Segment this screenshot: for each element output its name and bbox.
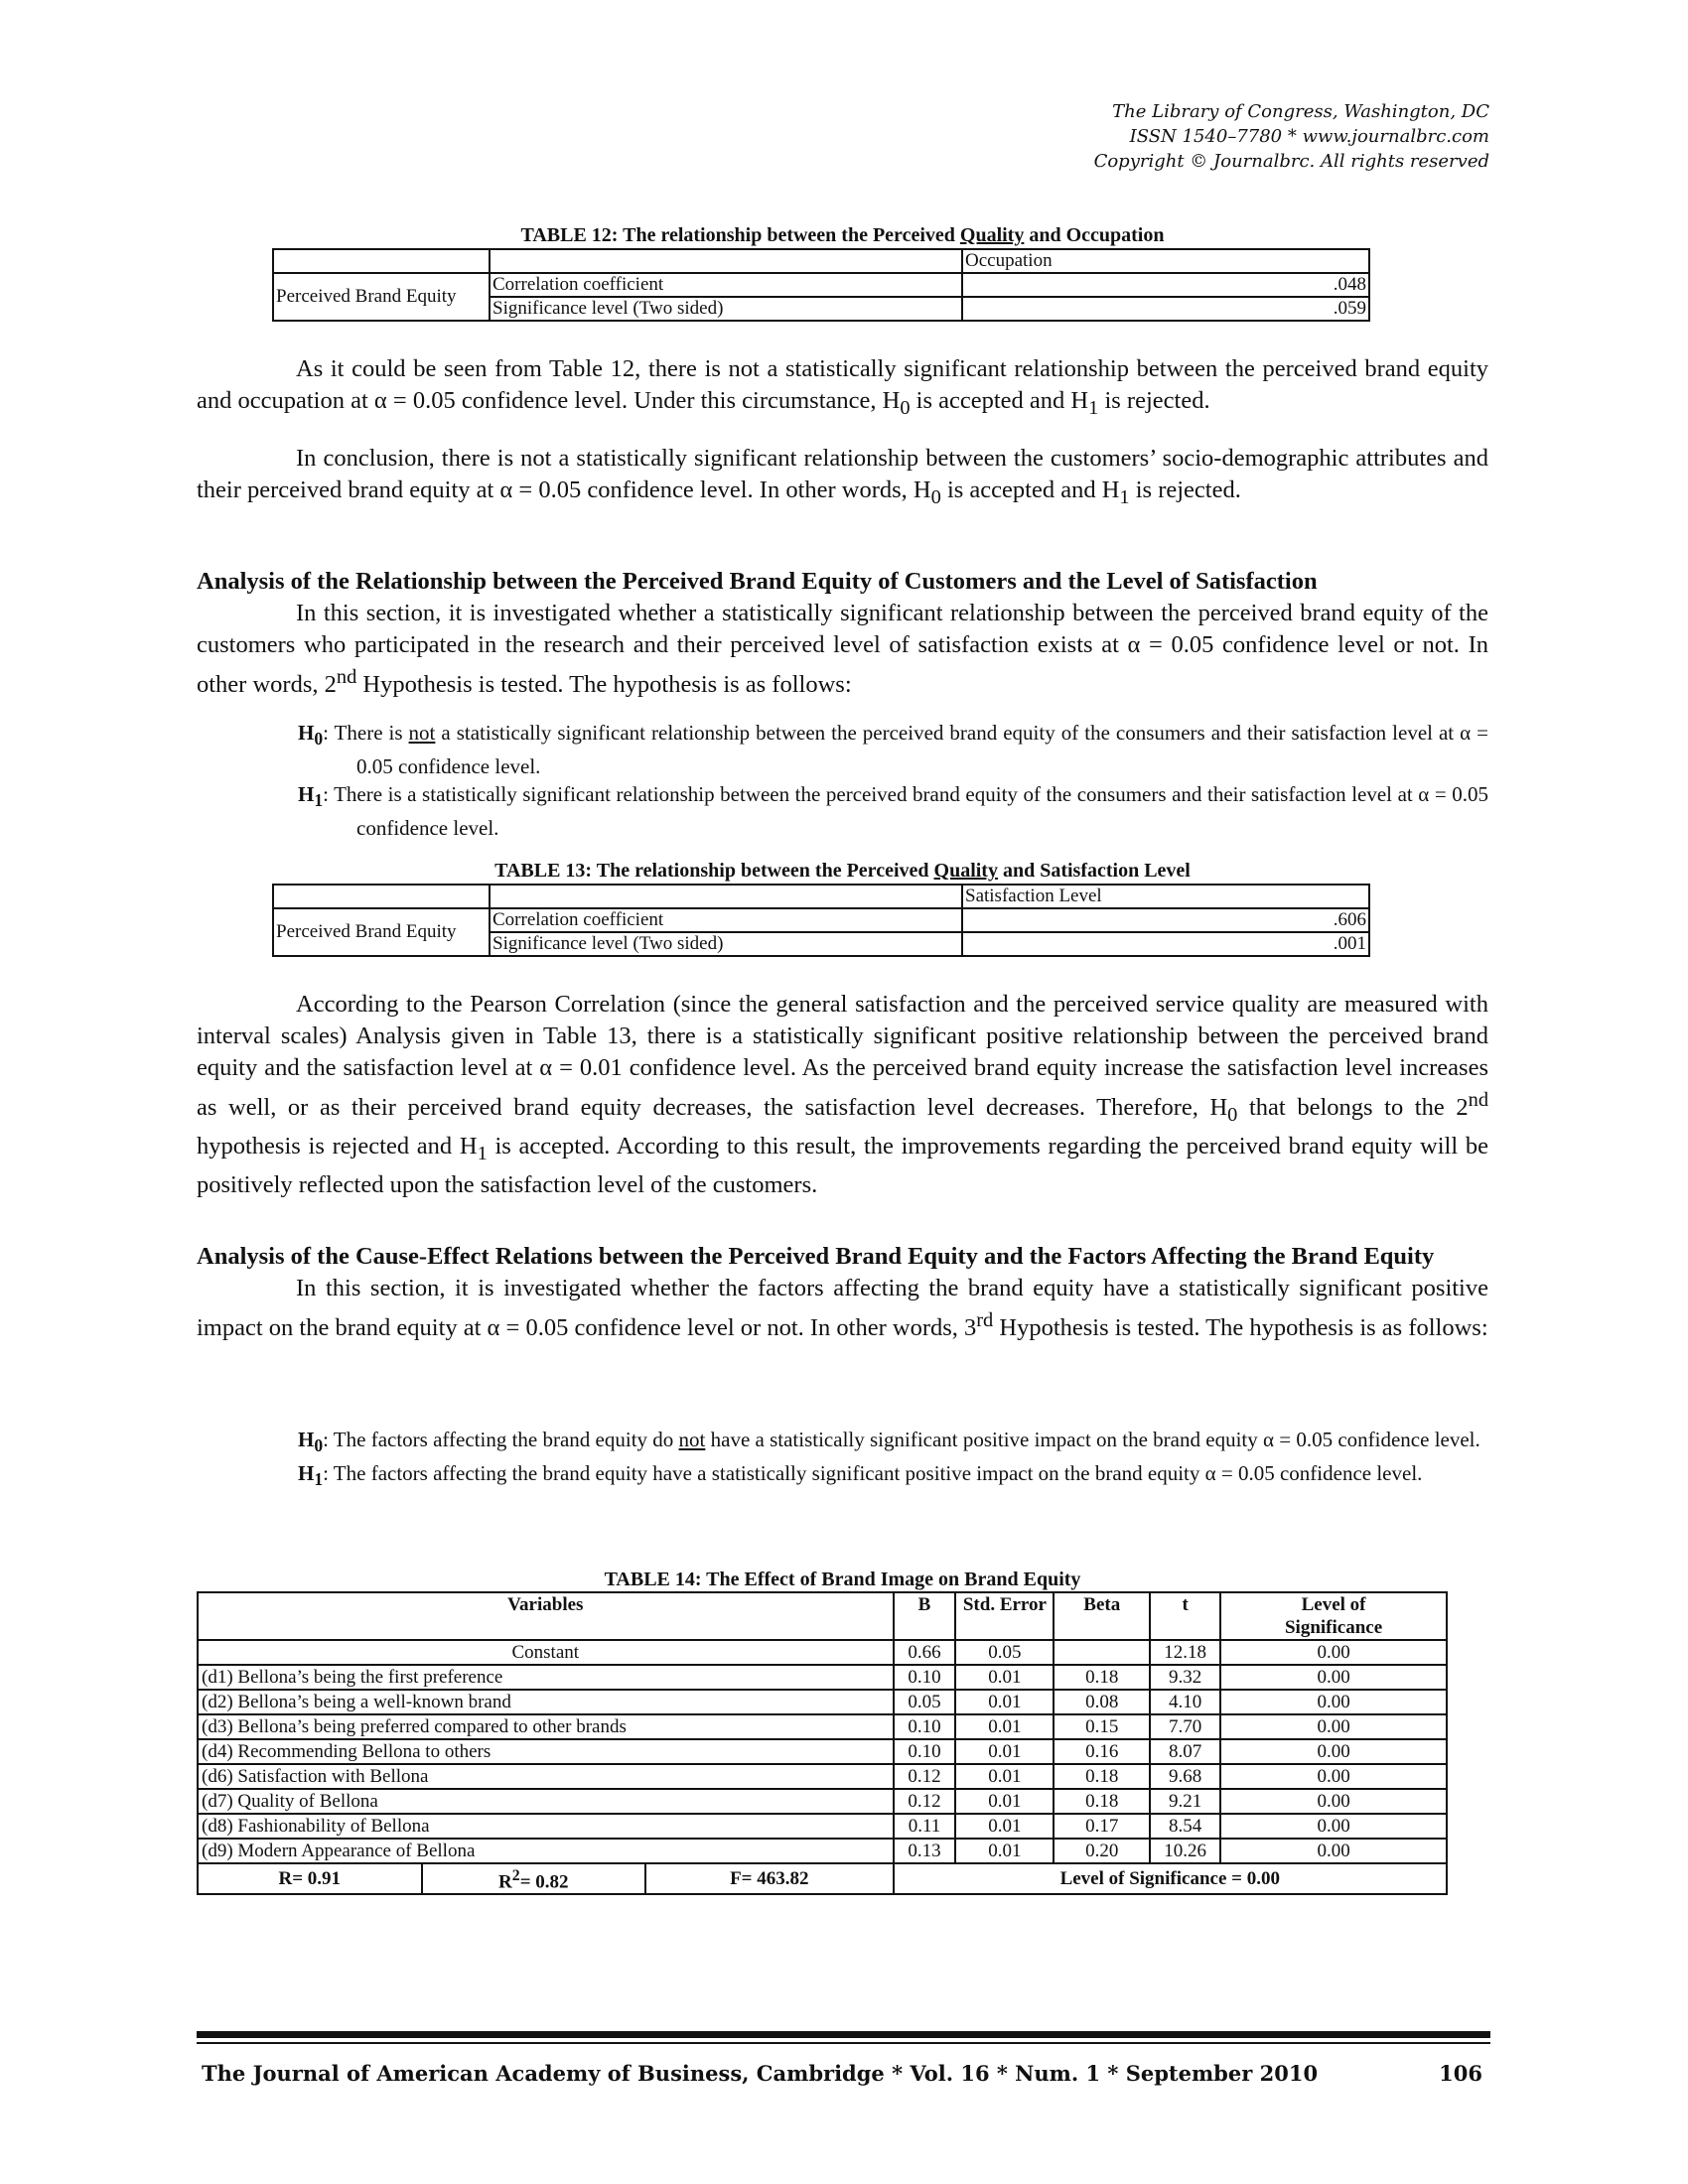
column-header: Level of Significance <box>1220 1592 1447 1640</box>
table13-cell-value: .001 <box>962 932 1369 956</box>
table-row <box>198 1789 1447 1814</box>
column-header: B <box>894 1592 956 1640</box>
table-cell: 0.01 <box>955 1739 1054 1764</box>
header-line-3: Copyright © Journalbrc. All rights reserved <box>1093 151 1489 172</box>
table12-cell-value: .059 <box>962 297 1369 321</box>
table13-cell-value: .606 <box>962 908 1369 932</box>
table-cell: 0.20 <box>1054 1839 1150 1863</box>
table-cell: 7.70 <box>1150 1714 1220 1739</box>
r-value: R= 0.91 <box>198 1863 422 1894</box>
table-cell: 0.66 <box>894 1640 956 1665</box>
r-squared-value: $R^2= 0.82$ <box>422 1863 646 1894</box>
table-cell: (d1) Bellona’s being the first preference <box>198 1665 894 1690</box>
page-footer <box>202 2061 1482 2086</box>
footer-rule-thick <box>197 2031 1490 2038</box>
table-cell: 0.16 <box>1054 1739 1150 1764</box>
hypothesis-h0: $H_0$: The factors affecting the brand equity do not have a statistically significant positive impact on the brand equity α = 0.05 confidence level. <box>298 1428 1480 1456</box>
table-cell: 0.12 <box>894 1789 956 1814</box>
table-cell: 0.18 <box>1054 1764 1150 1789</box>
table-cell: 0.00 <box>1220 1665 1447 1690</box>
table-cell: (d8) Fashionability of Bellona <box>198 1814 894 1839</box>
table-cell: 0.01 <box>955 1690 1054 1714</box>
table-cell: (d7) Quality of Bellona <box>198 1789 894 1814</box>
f-value: F= 463.82 <box>645 1863 894 1894</box>
table-cell: 10.26 <box>1150 1839 1220 1863</box>
table-row <box>198 1714 1447 1739</box>
paragraph-1: As it could be seen from Table 12, there is not a statistically significant relationship between the perceived brand equity and occupation at α = 0.05 confidence level. Under this circumstance, $H_0$ is accepted and $H_1$ is rejected. <box>197 355 1488 419</box>
hypotheses-3 <box>298 1426 1488 1493</box>
table13-caption: TABLE 13: The relationship between the Perceived Quality and Satisfaction Level <box>494 860 1191 882</box>
table12-caption: TABLE 12: The relationship between the Perceived Quality and Occupation <box>520 224 1165 246</box>
table-row <box>198 1764 1447 1789</box>
table-cell: 0.05 <box>955 1640 1054 1665</box>
table-cell: 0.18 <box>1054 1789 1150 1814</box>
table-cell: 0.01 <box>955 1665 1054 1690</box>
paragraph-2: In conclusion, there is not a statistically significant relationship between the customers’ socio-demographic attributes and their perceived brand equity at α = 0.05 confidence level. In other words, $H_0$ is accepted and $H_1$ is rejected. <box>197 445 1488 508</box>
header-line-2: ISSN 1540–7780 * www.journalbrc.com <box>1129 126 1489 147</box>
column-header: Std. Error <box>955 1592 1054 1640</box>
table-cell: 0.00 <box>1220 1789 1447 1814</box>
table-cell: 0.00 <box>1220 1839 1447 1863</box>
column-header: Beta <box>1054 1592 1150 1640</box>
column-header: t <box>1150 1592 1220 1640</box>
table-cell: 8.54 <box>1150 1814 1220 1839</box>
table-cell: 9.21 <box>1150 1789 1220 1814</box>
column-header: Variables <box>198 1592 894 1640</box>
table-cell: 0.15 <box>1054 1714 1150 1739</box>
overall-significance: Level of Significance = 0.00 <box>894 1863 1447 1894</box>
paragraph-3: According to the Pearson Correlation (since the general satisfaction and the perceived service quality are measured with interval scales) Analysis given in Table 13, there is a statistically significant positive relationship between the perceived brand equity and the satisfaction level at α = 0.01 confidence level. As the perceived brand equity increase the satisfaction level increases as well, or as their perceived brand equity decreases, the satisfaction level decreases. Therefore, $H_0$ that belongs to the 2nd hypothesis is rejected and $H_1$ is accepted. According to this result, the improvements regarding the perceived brand equity will be positively reflected upon the satisfaction level of the customers. <box>197 991 1489 1198</box>
section-1-heading: Analysis of the Relationship between the Perceived Brand Equity of Customers and the Level of Satisfaction <box>197 568 1318 595</box>
footer-rule-thin <box>197 2042 1490 2044</box>
table-cell: 0.01 <box>955 1764 1054 1789</box>
hypothesis-h0: $H_0$: There is not a statistically significant relationship between the perceived brand equity of the consumers and their satisfaction level at α = 0.05 confidence level. <box>298 721 1488 779</box>
hypotheses-2 <box>298 719 1488 842</box>
table-cell: Constant <box>198 1640 894 1665</box>
section-2 <box>197 1241 1488 1344</box>
table-cell: 0.17 <box>1054 1814 1150 1839</box>
table-cell: 0.12 <box>894 1764 956 1789</box>
table-row <box>198 1665 1447 1690</box>
table13-row-label: Perceived Brand Equity <box>273 908 490 956</box>
table-row <box>198 1739 1447 1764</box>
table-cell: 9.68 <box>1150 1764 1220 1789</box>
table-cell: (d4) Recommending Bellona to others <box>198 1739 894 1764</box>
section-2-heading: Analysis of the Cause-Effect Relations between the Perceived Brand Equity and the Factors Affecting the Brand Equity <box>197 1243 1435 1270</box>
table-cell: 12.18 <box>1150 1640 1220 1665</box>
table12-cell-label: Correlation coefficient <box>490 273 962 297</box>
table14 <box>197 1591 1448 1895</box>
table-row <box>198 1690 1447 1714</box>
table13-cell-label: Significance level (Two sided) <box>490 932 962 956</box>
table12-cell-value: .048 <box>962 273 1369 297</box>
table-cell: 4.10 <box>1150 1690 1220 1714</box>
table14-header-row <box>198 1592 1447 1640</box>
page-number: 106 <box>1439 2061 1482 2086</box>
table-cell: 8.07 <box>1150 1739 1220 1764</box>
table-cell: (d3) Bellona’s being preferred compared to other brands <box>198 1714 894 1739</box>
table-cell: 0.05 <box>894 1690 956 1714</box>
running-header <box>1094 99 1489 174</box>
table13-column-header: Satisfaction Level <box>962 885 1369 908</box>
section-1 <box>197 566 1488 701</box>
table-cell: 0.11 <box>894 1814 956 1839</box>
table12-row-label: Perceived Brand Equity <box>273 273 490 321</box>
table-cell: 0.00 <box>1220 1690 1447 1714</box>
table-row <box>198 1839 1447 1863</box>
table13-cell-label: Correlation coefficient <box>490 908 962 932</box>
table-cell <box>1054 1640 1150 1665</box>
table-cell: 0.10 <box>894 1665 956 1690</box>
table12 <box>272 248 1370 322</box>
table-cell: 0.01 <box>955 1814 1054 1839</box>
table14-caption: TABLE 14: The Effect of Brand Image on Brand Equity <box>604 1569 1081 1590</box>
table-cell: 0.01 <box>955 1714 1054 1739</box>
table-cell: 0.08 <box>1054 1690 1150 1714</box>
table-cell: 0.18 <box>1054 1665 1150 1690</box>
table-cell: 0.13 <box>894 1839 956 1863</box>
table-cell: 0.01 <box>955 1789 1054 1814</box>
table-cell: 0.00 <box>1220 1640 1447 1665</box>
table-row <box>198 1814 1447 1839</box>
hypothesis-h1: $H_1$: The factors affecting the brand equity have a statistically significant positive impact on the brand equity α = 0.05 confidence level. <box>298 1461 1423 1490</box>
table-cell: (d9) Modern Appearance of Bellona <box>198 1839 894 1863</box>
table-cell: 9.32 <box>1150 1665 1220 1690</box>
hypothesis-h1: $H_1$: There is a statistically significant relationship between the perceived brand equity of the consumers and their satisfaction level at α = 0.05 confidence level. <box>298 782 1488 841</box>
header-line-1: The Library of Congress, Washington, DC <box>1112 101 1489 122</box>
table-cell: 0.00 <box>1220 1739 1447 1764</box>
journal-citation: The Journal of American Academy of Business, Cambridge * Vol. 16 * Num. 1 * September 2010 <box>202 2061 1319 2086</box>
table-cell: 0.00 <box>1220 1764 1447 1789</box>
section-2-text: In this section, it is investigated whether the factors affecting the brand equity have a statistically significant positive impact on the brand equity at α = 0.05 confidence level or not. In other words, 3rd Hypothesis is tested. The hypothesis is as follows: <box>197 1275 1488 1342</box>
table12-cell-label: Significance level (Two sided) <box>490 297 962 321</box>
table-cell: (d2) Bellona’s being a well-known brand <box>198 1690 894 1714</box>
table-cell: 0.10 <box>894 1739 956 1764</box>
table-cell: (d6) Satisfaction with Bellona <box>198 1764 894 1789</box>
table-cell: 0.00 <box>1220 1714 1447 1739</box>
section-1-text: In this section, it is investigated whether a statistically significant relationship between the perceived brand equity of the customers who participated in the research and their perceived level of satisfaction exists at α = 0.05 confidence level or not. In other words, 2nd Hypothesis is tested. The hypothesis is as follows: <box>197 600 1488 699</box>
table-cell: 0.01 <box>955 1839 1054 1863</box>
table-cell: 0.00 <box>1220 1814 1447 1839</box>
table-cell: 0.10 <box>894 1714 956 1739</box>
table12-column-header: Occupation <box>962 249 1369 273</box>
table-row <box>198 1640 1447 1665</box>
table13 <box>272 884 1370 957</box>
table14-summary-row <box>198 1863 1447 1894</box>
